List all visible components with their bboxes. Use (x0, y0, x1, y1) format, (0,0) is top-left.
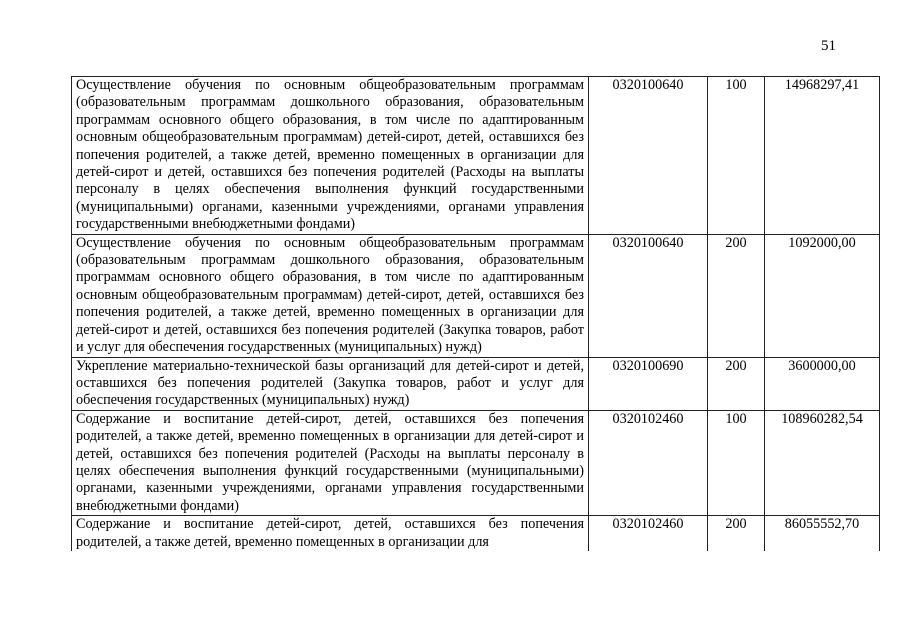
budget-table (71, 76, 880, 551)
expense-type-cell: 200 (708, 516, 765, 551)
expense-name-cell: Осуществление обучения по основным общеобразовательным программам (образовательным программам дошкольного образования, образовательным программам основного общего образования, в том числе по адаптированным основным общеобразовательным программам) детей-сирот, детей, оставшихся без попечения родителей, а также детей, временно помещенных в организации для детей-сирот и детей, оставшихся без попечения родителей (Закупка товаров, работ и услуг для обеспечения государственных (муниципальных) нужд) (72, 234, 589, 357)
amount-cell: 3600000,00 (765, 357, 880, 410)
target-code-cell: 0320100640 (589, 77, 708, 235)
table-row (72, 234, 880, 357)
target-code-cell: 0320102460 (589, 516, 708, 551)
target-code-cell: 0320100690 (589, 357, 708, 410)
expense-name-cell: Содержание и воспитание детей-сирот, детей, оставшихся без попечения родителей, а также детей, временно помещенных в организации для (72, 516, 589, 551)
expense-type-cell: 100 (708, 410, 765, 515)
amount-cell: 86055552,70 (765, 516, 880, 551)
expense-type-cell: 100 (708, 77, 765, 235)
table-row (72, 410, 880, 515)
expense-type-cell: 200 (708, 357, 765, 410)
table-row (72, 357, 880, 410)
target-code-cell: 0320100640 (589, 234, 708, 357)
expense-name-cell: Укрепление материально-технической базы организаций для детей-сирот и детей, оставшихся без попечения родителей (Закупка товаров, работ и услуг для обеспечения государственных (муниципальных) нужд) (72, 357, 589, 410)
expense-name-cell: Содержание и воспитание детей-сирот, детей, оставшихся без попечения родителей, а также детей, временно помещенных в организации для детей-сирот и детей, оставшихся без попечения родителей (Расходы на выплаты персоналу в целях обеспечения выполнения функций государственными (муниципальными) органами, казенными учреждениями, органами управления государственными внебюджетными фондами) (72, 410, 589, 515)
page-bottom-margin (0, 582, 905, 640)
amount-cell: 14968297,41 (765, 77, 880, 235)
amount-cell: 1092000,00 (765, 234, 880, 357)
expense-type-cell: 200 (708, 234, 765, 357)
table-row (72, 77, 880, 235)
amount-cell: 108960282,54 (765, 410, 880, 515)
table-row (72, 516, 880, 551)
target-code-cell: 0320102460 (589, 410, 708, 515)
expense-name-cell: Осуществление обучения по основным общеобразовательным программам (образовательным программам дошкольного образования, образовательным программам основного общего образования, в том числе по адаптированным основным общеобразовательным программам) детей-сирот, детей, оставшихся без попечения родителей, а также детей, временно помещенных в организации для детей-сирот и детей, оставшихся без попечения родителей (Расходы на выплаты персоналу в целях обеспечения выполнения функций государственными (муниципальными) органами, казенными учреждениями, органами управления государственными внебюджетными фондами) (72, 77, 589, 235)
page-number: 51 (821, 38, 836, 54)
